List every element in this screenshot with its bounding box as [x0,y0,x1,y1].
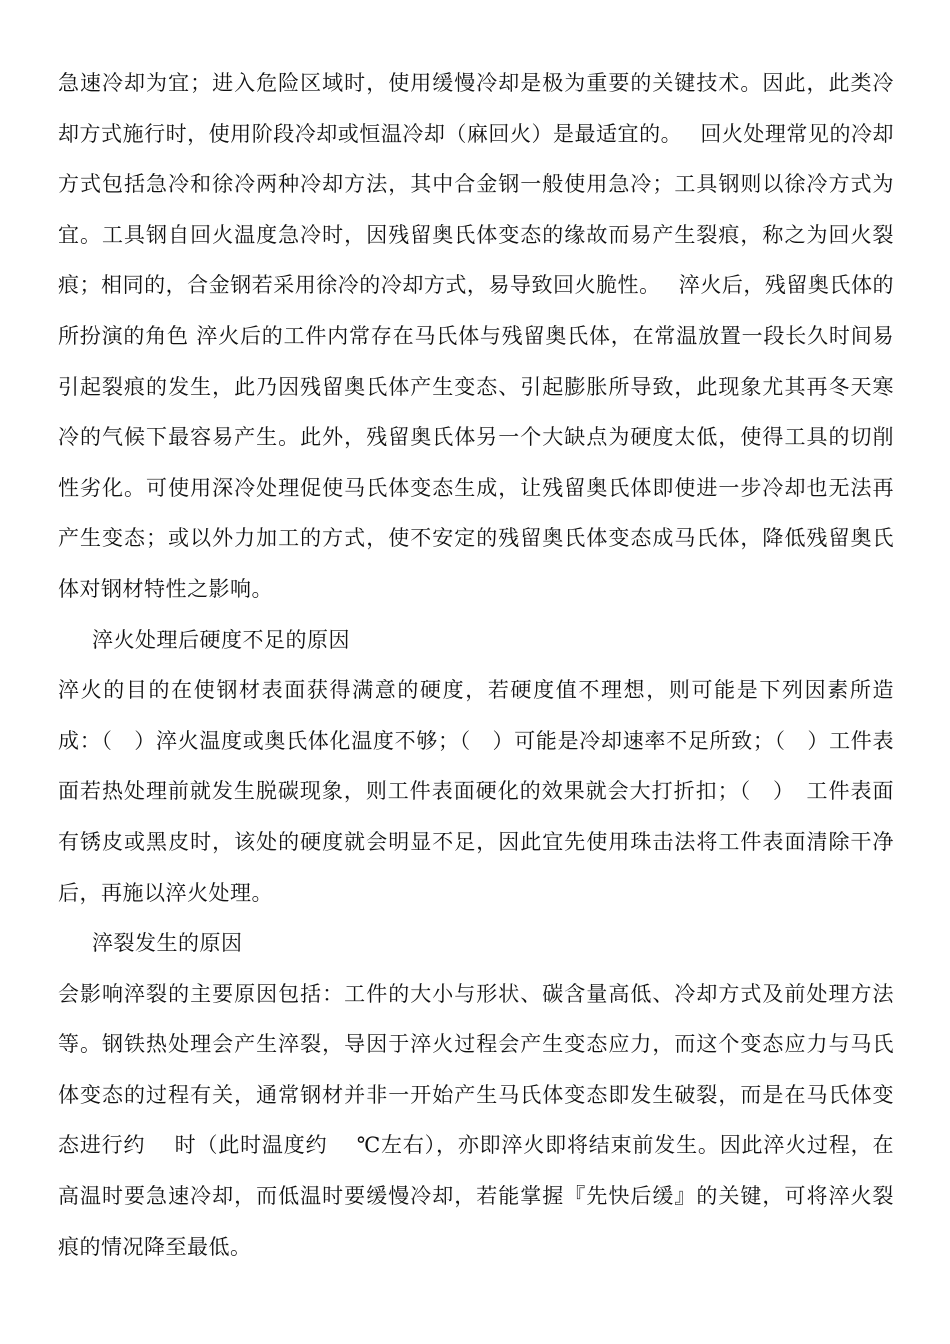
section-heading: 淬裂发生的原因 [92,931,243,956]
body-paragraph: 淬火的目的在使钢材表面获得满意的硬度，若硬度值不理想，则可能是下列因素所造成：（ ）淬火温度或奥氏体化温度不够；（ ）可能是冷却速率不足所致；（ ）工件表面若热处理前就发生脱碳现象，则工件表面硬化的效果就会大打折扣；（ ） 工件表面有锈皮或黑皮时，该处的硬度就会明显不足，因此宜先使用珠击法将工件表面清除干净后，再施以淬火处理。 [58,678,894,905]
section-heading: 淬火处理后硬度不足的原因 [92,627,350,652]
body-paragraph: 急速冷却为宜；进入危险区域时，使用缓慢冷却是极为重要的关键技术。因此，此类冷却方式施行时，使用阶段冷却或恒温冷却（麻回火）是最适宜的。 回火处理常见的冷却方式包括急冷和徐冷两种冷却方法，其中合金钢一般使用急冷；工具钢则以徐冷方式为宜。工具钢自回火温度急冷时，因残留奥氏体变态的缘故而易产生裂痕，称之为回火裂痕；相同的，合金钢若采用徐冷的冷却方式，易导致回火脆性。 淬火后，残留奥氏体的所扮演的角色 淬火后的工件内常存在马氏体与残留奥氏体，在常温放置一段长久时间易引起裂痕的发生，此乃因残留奥氏体产生变态、引起膨胀所导致，此现象尤其再冬天寒冷的气候下最容易产生。此外，残留奥氏体另一个大缺点为硬度太低，使得工具的切削性劣化。可使用深冷处理促使马氏体变态生成，让残留奥氏体即使进一步冷却也无法再产生变态；或以外力加工的方式，使不安定的残留奥氏体变态成马氏体，降低残留奥氏体对钢材特性之影响。 [58,71,894,601]
body-paragraph: 会影响淬裂的主要原因包括：工件的大小与形状、碳含量高低、冷却方式及前处理方法等。钢铁热处理会产生淬裂，导因于淬火过程会产生变态应力，而这个变态应力与马氏体变态的过程有关，通常钢材并非一开始产生马氏体变态即发生破裂，而是在马氏体变态进行约 时（此时温度约 ℃左右），亦即淬火即将结束前发生。因此淬火过程，在高温时要急速冷却，而低温时要缓慢冷却，若能掌握『先快后缓』的关键，可将淬火裂痕的情况降至最低。 [58,981,894,1259]
document-page [58,58,894,1272]
